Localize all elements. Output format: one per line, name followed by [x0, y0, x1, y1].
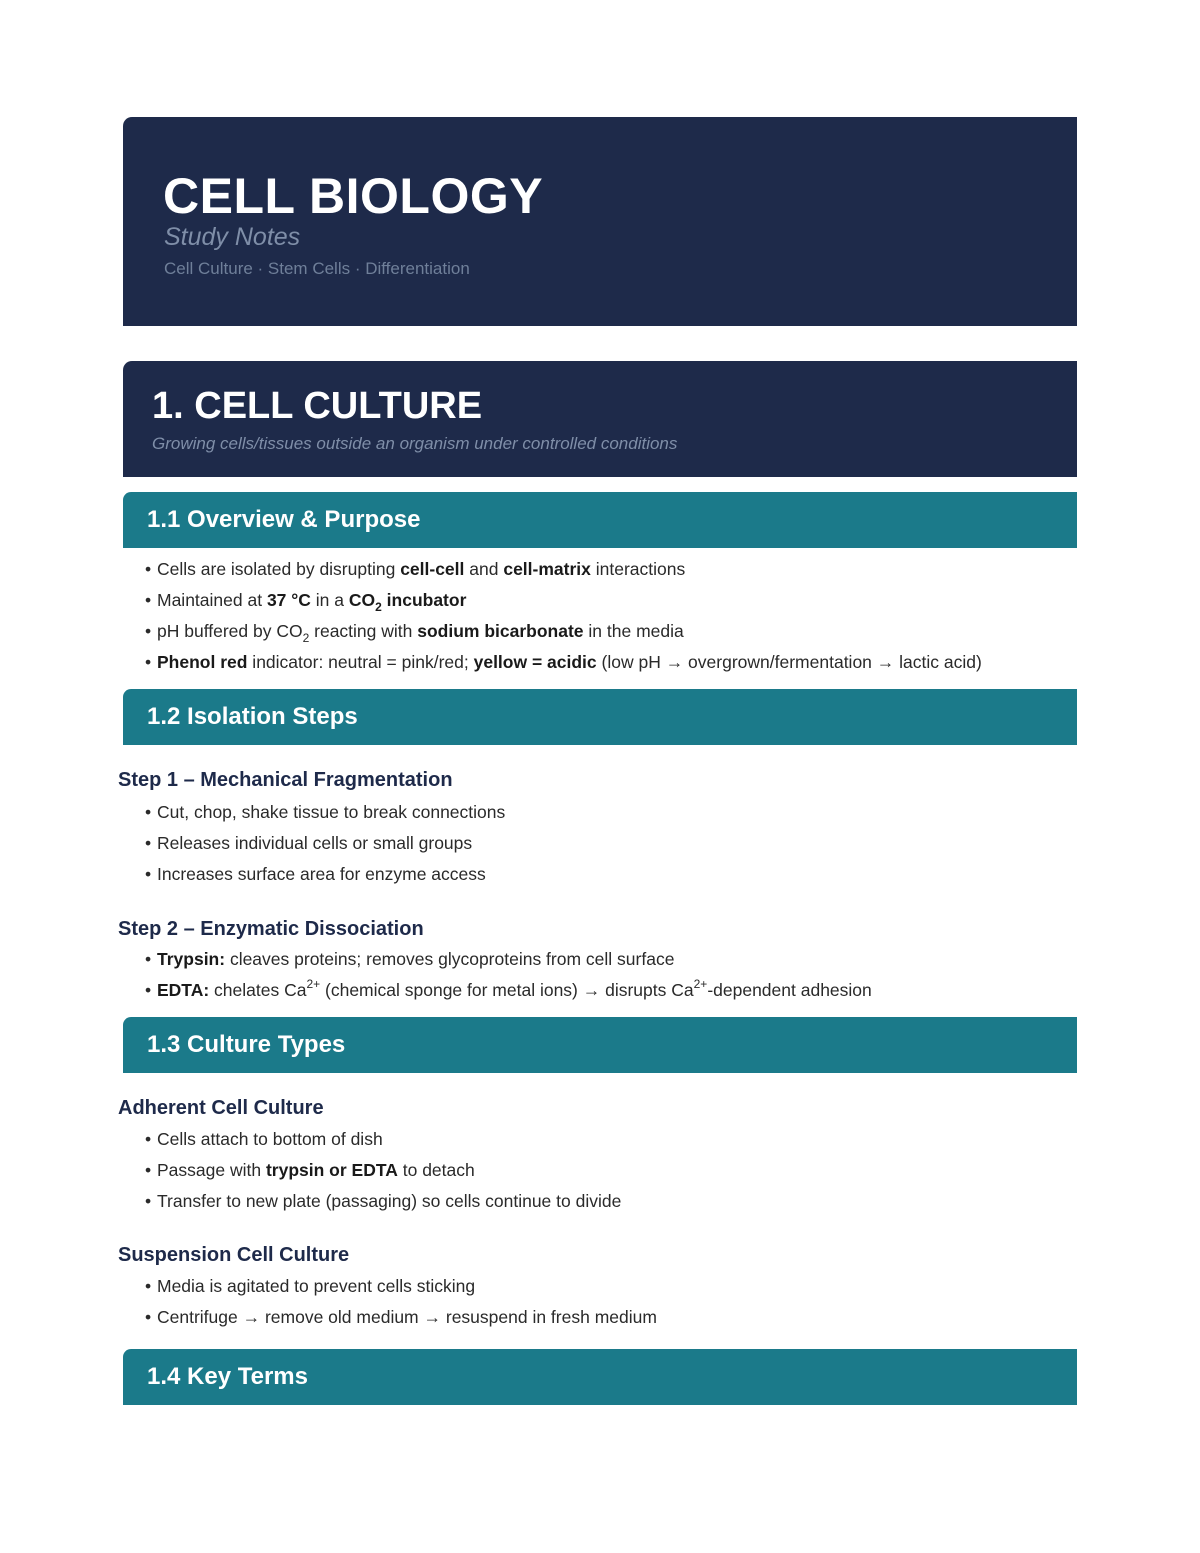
list-item: • Media is agitated to prevent cells sticking: [145, 1276, 476, 1296]
section-header-terms: [123, 1349, 1077, 1405]
suspension-list: [145, 1271, 657, 1333]
list-item: • Cells attach to bottom of dish: [145, 1129, 383, 1149]
section-title: 1.1 Overview & Purpose: [147, 506, 421, 533]
list-item: • Increases surface area for enzyme access: [145, 864, 486, 884]
list-item: • Cut, chop, shake tissue to break connections: [145, 802, 506, 822]
section-header-isolation: [123, 689, 1077, 745]
list-item: • pH buffered by $CO_2$ reacting with sodium bicarbonate in the media: [145, 621, 684, 645]
chapter-banner: [123, 361, 1077, 477]
section-title: 1.2 Isolation Steps: [147, 703, 358, 730]
step1-heading: Step 1 – Mechanical Fragmentation: [118, 769, 453, 791]
document-subtitle: Study Notes: [164, 223, 301, 251]
adherent-heading: Adherent Cell Culture: [118, 1097, 324, 1119]
list-item: • Releases individual cells or small groups: [145, 833, 473, 853]
list-item: • Centrifuge → remove old medium → resuspend in fresh medium: [145, 1307, 657, 1327]
list-item: • Transfer to new plate (passaging) so cells continue to divide: [145, 1191, 622, 1211]
document-title: CELL BIOLOGY: [163, 168, 544, 224]
adherent-list: [145, 1124, 621, 1217]
title-banner: [123, 117, 1077, 326]
section-title: 1.3 Culture Types: [147, 1031, 346, 1058]
step2-heading: Step 2 – Enzymatic Dissociation: [118, 918, 424, 940]
chapter-title: 1. CELL CULTURE: [152, 385, 483, 427]
list-item: • Cells are isolated by disrupting cell-cell and cell-matrix interactions: [145, 559, 686, 579]
document-topics: Cell Culture · Stem Cells · Differentiation: [164, 259, 470, 278]
suspension-heading: Suspension Cell Culture: [118, 1244, 350, 1266]
list-item: • Phenol red indicator: neutral = pink/red; yellow = acidic (low pH → overgrown/fermentation → lactic acid): [145, 652, 982, 672]
list-item: • EDTA: chelates $Ca^{2+}$ (chemical sponge for metal ions) → disrupts $Ca^{2+}$-dependent adhesion: [145, 977, 872, 1000]
step2-list: [145, 944, 872, 1006]
section-header-overview: [123, 492, 1077, 548]
list-item: • Maintained at 37 °C in a $CO_2$ incubator: [145, 590, 467, 614]
section-header-types: [123, 1017, 1077, 1073]
section-title: 1.4 Key Terms: [147, 1363, 308, 1390]
list-item: • Passage with trypsin or EDTA to detach: [145, 1160, 475, 1180]
list-item: • Trypsin: cleaves proteins; removes glycoproteins from cell surface: [145, 949, 675, 969]
overview-list: [145, 554, 982, 678]
chapter-subtitle: Growing cells/tissues outside an organism under controlled conditions: [152, 434, 678, 453]
step1-list: [145, 797, 505, 890]
